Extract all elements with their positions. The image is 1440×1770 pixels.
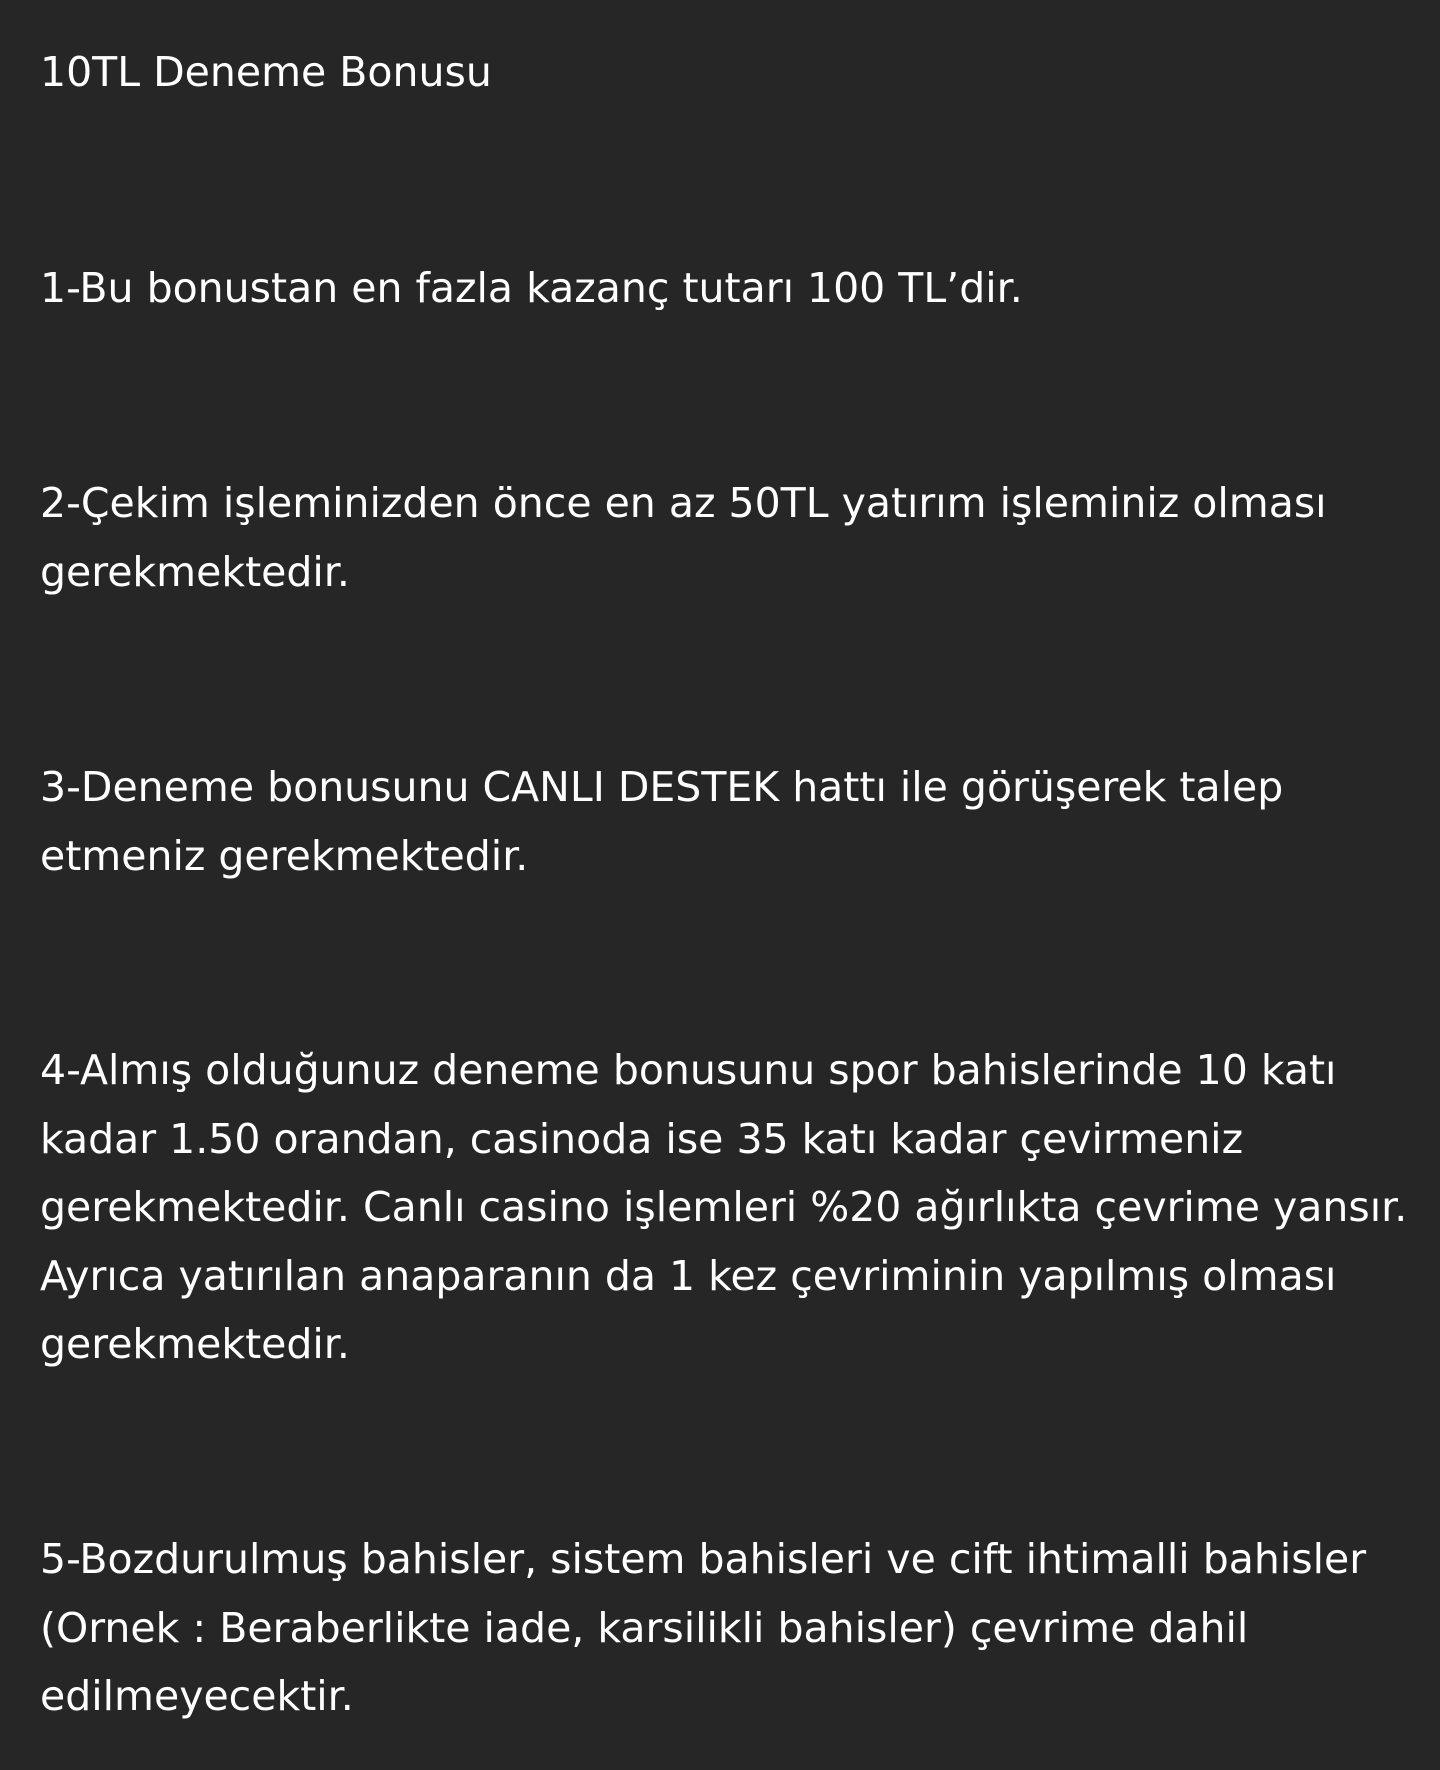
- rule-item-1: 1-Bu bonustan en fazla kazanç tutarı 100 TL’dir.: [40, 264, 1023, 312]
- rule-item-5: 5-Bozdurulmuş bahisler, sistem bahisleri ve cift ihtimalli bahisler (Ornek : Beraberlikte iade, karsilikli bahisler) çevrime dahil edilmeyecektir.: [40, 1535, 1367, 1720]
- rule-item-3: 3-Deneme bonusunu CANLI DESTEK hattı ile görüşerek talep etmeniz gerekmektedir.: [40, 763, 1284, 880]
- page-title: 10TL Deneme Bonusu: [40, 48, 492, 96]
- rule-item-4: 4-Almış olduğunuz deneme bonusunu spor bahislerinde 10 katı kadar 1.50 orandan, casinoda ise 35 katı kadar çevirmeniz gerekmektedir. Canlı casino işlemleri %20 ağırlıkta çevrime yansır. Ayrıca yatırılan anaparanın da 1 kez çevriminin yapılmış olması gerekmektedir.: [40, 1046, 1408, 1368]
- rule-item-2: 2-Çekim işleminizden önce en az 50TL yatırım işleminiz olması gerekmektedir.: [40, 479, 1327, 596]
